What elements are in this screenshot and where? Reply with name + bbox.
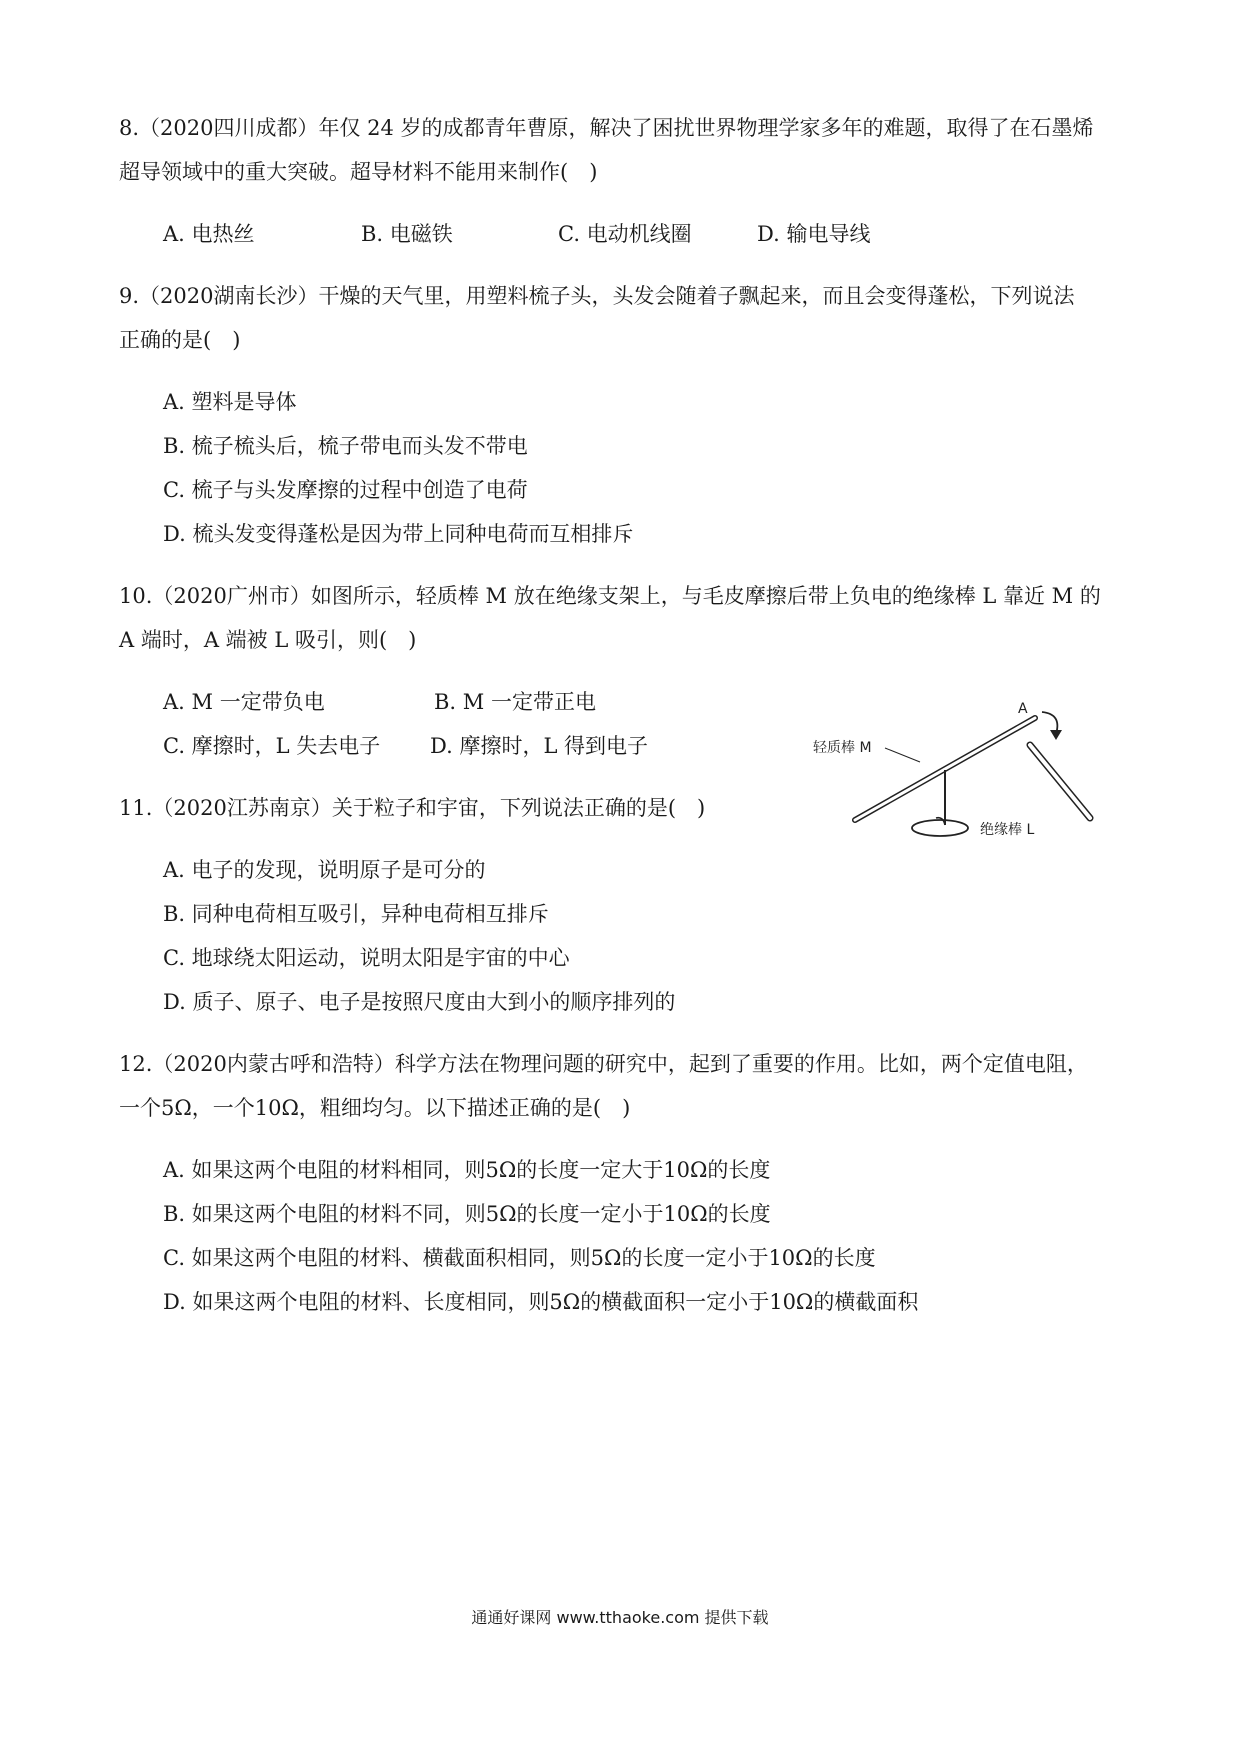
q10-option-d: D. 摩擦时，L 得到电子 <box>430 734 649 758</box>
q12-stem-line1: 12.（2020内蒙古呼和浩特）科学方法在物理问题的研究中，起到了重要的作用。比如，两个定值电阻， <box>119 1052 1088 1076</box>
label-light-rod-m: 轻质棒 M <box>813 740 872 756</box>
page-footer: 通通好课网 www.tthaoke.com 提供下载 <box>471 1608 769 1627</box>
q11-option-a: A. 电子的发现，说明原子是可分的 <box>163 858 486 882</box>
q12-option-c: C. 如果这两个电阻的材料、横截面积相同，则5Ω的长度一定小于10Ω的长度 <box>163 1246 876 1270</box>
q9-option-d: D. 梳头发变得蓬松是因为带上同种电荷而互相排斥 <box>163 522 634 546</box>
rod-diagram <box>810 700 1110 850</box>
q12-stem-line2: 一个5Ω，一个10Ω，粗细均匀。以下描述正确的是( ) <box>119 1096 631 1120</box>
label-insulated-rod-l: 绝缘棒 L <box>980 822 1035 838</box>
q12-option-b: B. 如果这两个电阻的材料不同，则5Ω的长度一定小于10Ω的长度 <box>163 1202 771 1226</box>
q11-option-d: D. 质子、原子、电子是按照尺度由大到小的顺序排列的 <box>163 990 676 1014</box>
q9-option-b: B. 梳子梳头后，梳子带电而头发不带电 <box>163 434 528 458</box>
q9-option-c: C. 梳子与头发摩擦的过程中创造了电荷 <box>163 478 528 502</box>
q12-option-d: D. 如果这两个电阻的材料、长度相同，则5Ω的横截面积一定小于10Ω的横截面积 <box>163 1290 919 1314</box>
q10-stem-line2: A 端时，A 端被 L 吸引，则( ) <box>119 628 417 652</box>
q11-option-c: C. 地球绕太阳运动，说明太阳是宇宙的中心 <box>163 946 570 970</box>
label-end-a: A <box>1018 701 1028 717</box>
q8-option-d: D. 输电导线 <box>757 222 871 246</box>
q8-option-c: C. 电动机线圈 <box>558 222 692 246</box>
q10-option-c: C. 摩擦时，L 失去电子 <box>163 734 381 758</box>
q9-stem-line1: 9.（2020湖南长沙）干燥的天气里，用塑料梳子头，头发会随着子飘起来，而且会变得蓬松，下列说法 <box>119 284 1075 308</box>
insulated-rod-l <box>1030 745 1090 818</box>
q8-stem-line2: 超导领域中的重大突破。超导材料不能用来制作( ) <box>119 160 598 184</box>
q10-option-b: B. M 一定带正电 <box>434 690 596 714</box>
q9-option-a: A. 塑料是导体 <box>163 390 297 414</box>
q10-stem-line1: 10.（2020广州市）如图所示，轻质棒 M 放在绝缘支架上，与毛皮摩擦后带上负电的绝缘棒 L 靠近 M 的 <box>119 584 1101 608</box>
q11-stem-line1: 11.（2020江苏南京）关于粒子和宇宙，下列说法正确的是( ) <box>119 796 706 820</box>
arrow-head-icon <box>1050 730 1062 740</box>
q12-option-a: A. 如果这两个电阻的材料相同，则5Ω的长度一定大于10Ω的长度 <box>163 1158 771 1182</box>
q8-option-a: A. 电热丝 <box>163 222 255 246</box>
q10-option-a: A. M 一定带负电 <box>163 690 325 714</box>
q9-stem-line2: 正确的是( ) <box>119 328 241 352</box>
q8-option-b: B. 电磁铁 <box>361 222 453 246</box>
q11-option-b: B. 同种电荷相互吸引，异种电荷相互排斥 <box>163 902 549 926</box>
q8-stem-line1: 8.（2020四川成都）年仅 24 岁的成都青年曹原，解决了困扰世界物理学家多年的难题，取得了在石墨烯 <box>119 116 1094 140</box>
